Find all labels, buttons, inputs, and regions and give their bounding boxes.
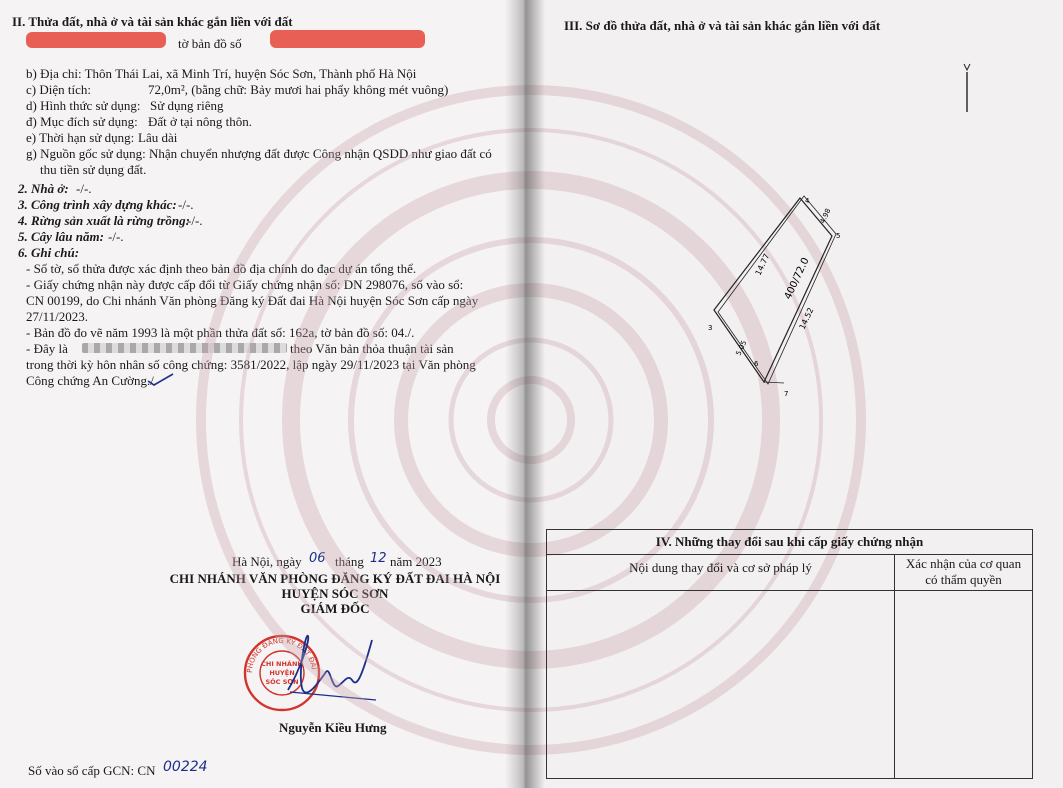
north-arrow-icon	[961, 60, 973, 112]
changes-table-col-confirmation-line-1: Xác nhận của cơ quan	[905, 556, 1022, 571]
item-perennial-label: 5. Cây lâu năm:	[18, 229, 104, 244]
redacted-map-number	[270, 30, 425, 48]
line-a-text: tờ bản đồ số	[178, 36, 242, 51]
plot-point-4: 4	[805, 197, 810, 205]
stamp-center-line-2: HUYỆN	[269, 669, 295, 677]
section-ii-title: II. Thửa đất, nhà ở và tài sản khác gắn liền với đất	[12, 14, 293, 29]
checkmark-icon	[146, 372, 176, 388]
stamp-center-line-1: CHI NHÁNH	[261, 660, 303, 668]
plot-point-7: 7	[784, 390, 789, 398]
plot-edge-5-05: 5.05	[734, 339, 749, 357]
item-house-label: 2. Nhà ở:	[18, 181, 69, 196]
signer-role: GIÁM ĐỐC	[300, 601, 370, 616]
changes-table	[546, 529, 1033, 779]
stamp-outer-text: PHÒNG ĐĂNG KÝ ĐẤT ĐAI	[245, 636, 318, 674]
changes-table-col-confirmation-line-2: có thẩm quyền	[925, 572, 1002, 587]
plot-point-5: 5	[836, 232, 841, 240]
register-value: 00224	[163, 759, 208, 775]
item-perennial-value: -/-.	[108, 229, 124, 244]
area-value: 72,0m², (bằng chữ: Bảy mươi hai phẩy không mét vuông)	[148, 82, 449, 97]
item-notes-label: 6. Ghi chú:	[18, 245, 80, 260]
note-3: - Bản đồ đo vẽ năm 1993 là một phần thửa đất số: 162a, tờ bản đồ số: 04./.	[26, 325, 415, 340]
usage-form-label: d) Hình thức sử dụng:	[26, 98, 141, 113]
usage-term-label: e) Thời hạn sử dụng:	[26, 130, 135, 145]
note-2-line-3: 27/11/2023.	[26, 309, 88, 324]
page-fold-shadow	[505, 0, 545, 788]
note-4-line-2: trong thời kỳ hôn nhân số công chứng: 3581/2022, lập ngày 29/11/2023 tại Văn phòng	[26, 357, 476, 372]
item-forest-label: 4. Rừng sản xuất là rừng trồng:	[18, 213, 190, 228]
date-day: 06	[309, 551, 326, 566]
plot-edge-14-77: 14.77	[753, 252, 772, 277]
item-forest-value: -/-.	[187, 213, 203, 228]
redacted-parcel-number	[26, 32, 166, 48]
signature-mark	[280, 630, 380, 710]
plot-area-label: 400/72.0	[782, 256, 812, 302]
stamp-center-line-3: SÓC SƠN	[265, 678, 299, 686]
origin-line-2: thu tiền sử dụng đất.	[40, 162, 147, 177]
date-month: 12	[370, 551, 387, 566]
item-house-value: -/-.	[76, 181, 92, 196]
date-month-label: tháng	[335, 554, 364, 569]
date-prefix: Hà Nội, ngày	[232, 554, 302, 569]
usage-purpose-label: đ) Mục đích sử dụng:	[26, 114, 138, 129]
item-other-construction-label: 3. Công trình xây dựng khác:	[18, 197, 177, 212]
plot-edge-14-52: 14.52	[797, 306, 816, 331]
issuer-line-1: CHI NHÁNH VĂN PHÒNG ĐĂNG KÝ ĐẤT ĐAI HÀ NỘI	[169, 571, 501, 586]
origin-line-1: g) Nguồn gốc sử dụng: Nhận chuyển nhượng đất được Công nhận QSDD như giao đất có	[26, 146, 492, 161]
blurred-owner-names	[82, 343, 287, 353]
note-2-line-1: - Giấy chứng nhận này được cấp đổi từ Giấy chứng nhận số: DN 298076, số vào sổ:	[26, 277, 464, 292]
note-4-line-3: Công chứng An Cường./.	[26, 373, 158, 388]
signer-name: Nguyễn Kiều Hưng	[279, 720, 387, 735]
note-4-prefix: - Đây là	[26, 341, 68, 356]
plot-point-3: 3	[708, 324, 713, 332]
plot-point-6: 6	[754, 360, 759, 368]
item-other-construction-value: -/-.	[178, 197, 194, 212]
changes-table-title: IV. Những thay đổi sau khi cấp giấy chứng nhận	[547, 530, 1032, 555]
note-4-suffix: theo Văn bản thỏa thuận tài sản	[290, 341, 454, 356]
changes-table-col-content: Nội dung thay đổi và cơ sở pháp lý	[629, 560, 812, 575]
section-iii-title: III. Sơ đồ thửa đất, nhà ở và tài sản khác gắn liền với đất	[564, 18, 881, 33]
changes-table-col-confirmation	[895, 556, 1032, 588]
note-2-line-2: CN 00199, do Chi nhánh Văn phòng Đăng ký Đất đai Hà Nội huyện Sóc Sơn cấp ngày	[26, 293, 479, 308]
date-year: năm 2023	[390, 554, 442, 569]
changes-table-header-divider	[547, 590, 1032, 591]
parcel-diagram	[700, 178, 880, 398]
usage-form-value: Sử dụng riêng	[150, 98, 224, 113]
usage-term-value: Lâu dài	[138, 130, 178, 145]
register-label: Số vào sổ cấp GCN: CN	[28, 763, 156, 778]
area-label: c) Diện tích:	[26, 82, 91, 97]
usage-purpose-value: Đất ở tại nông thôn.	[148, 114, 252, 129]
note-1: - Số tờ, số thửa được xác định theo bản đồ địa chính do đạc dự án tổng thể.	[26, 261, 417, 276]
left-page	[0, 0, 519, 788]
address-line: b) Địa chỉ: Thôn Thái Lai, xã Minh Trí, huyện Sóc Sơn, Thành phố Hà Nội	[26, 66, 417, 81]
issuer-line-2: HUYỆN SÓC SƠN	[281, 586, 389, 601]
plot-edge-4-98: 4.98	[818, 207, 833, 225]
